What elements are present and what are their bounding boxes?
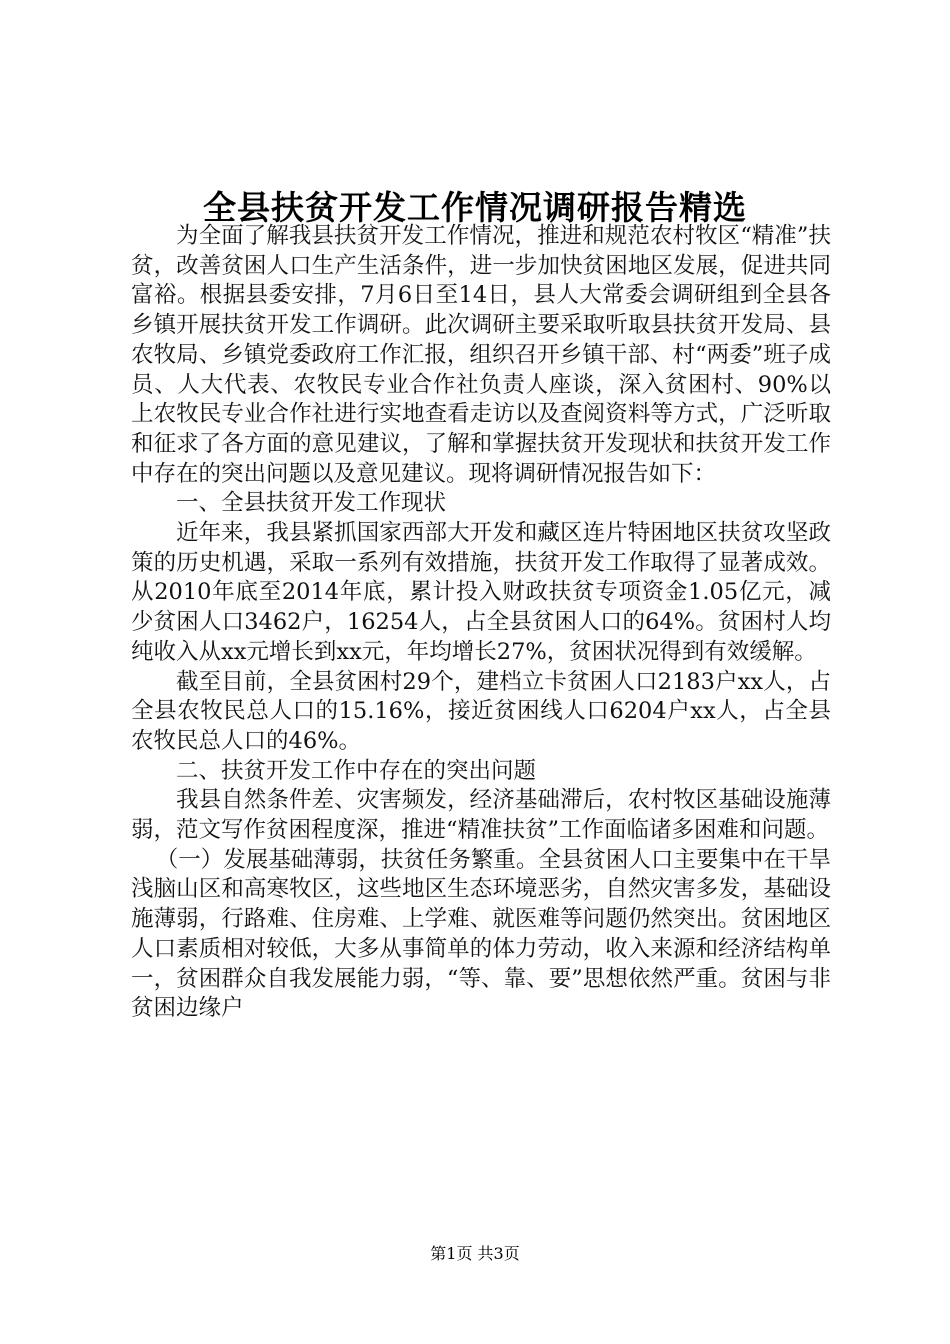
paragraph-problems: 我县自然条件差、灾害频发，经济基础滞后，农村牧区基础设施薄弱，范文写作贫困程度深，推进“精准扶贫”工作面临诸多困难和问题。 [131,787,831,844]
document-body [131,222,831,1024]
paragraph-current: 截至目前，全县贫困村29个，建档立卡贫困人口2183户xx人，占全县农牧民总人口的15.16%，接近贫困线人口6204户xx人，占全县农牧民总人口的46%。 [131,668,831,754]
section-heading-1: 一、全县扶贫开发工作现状 [176,490,447,517]
section-heading-2: 二、扶贫开发工作中存在的突出问题 [176,757,537,784]
paragraph-intro: 为全面了解我县扶贫开发工作情况，推进和规范农村牧区“精准”扶贫，改善贫困人口生产生活条件，进一步加快贫困地区发展，促进共同富裕。根据县委安排，7月6日至14日，县人大常委会调研组到全县各乡镇开展扶贫开发工作调研。此次调研主要采取听取县扶贫开发局、县农牧局、乡镇党委政府工作汇报，组织召开乡镇干部、村“两委”班子成员、人大代表、农牧民专业合作社负责人座谈，深入贫困村、90%以上农牧民专业合作社进行实地查看走访以及查阅资料等方式，广泛听取和征求了各方面的意见建议，了解和掌握扶贫开发现状和扶贫开发工作中存在的突出问题以及意见建议。现将调研情况报告如下： [131,223,831,487]
page-number-footer: 第1页 共3页 [430,1244,520,1263]
paragraph-subsection-1: （一）发展基础薄弱，扶贫任务繁重。全县贫困人口主要集中在干旱浅脑山区和高寒牧区，这些地区生态环境恶劣，自然灾害多发，基础设施薄弱，行路难、住房难、上学难、就医难等问题仍然突出。贫困地区人口素质相对较低，大多从事简单的体力劳动，收入来源和经济结构单一，贫困群众自我发展能力弱，“等、靠、要”思想依然严重。贫困与非贫困边缘户 [131,846,831,1022]
document-title: 全县扶贫开发工作情况调研报告精选 [203,188,747,227]
paragraph-status: 近年来，我县紧抓国家西部大开发和藏区连片特困地区扶贫攻坚政策的历史机遇，采取一系列有效措施，扶贫开发工作取得了显著成效。从2010年底至2014年底，累计投入财政扶贫专项资金1.05亿元，减少贫困人口3462户，16254人，占全县贫困人口的64%。贫困村人均纯收入从xx元增长到xx元，年均增长27%，贫困状况得到有效缓解。 [131,520,831,665]
